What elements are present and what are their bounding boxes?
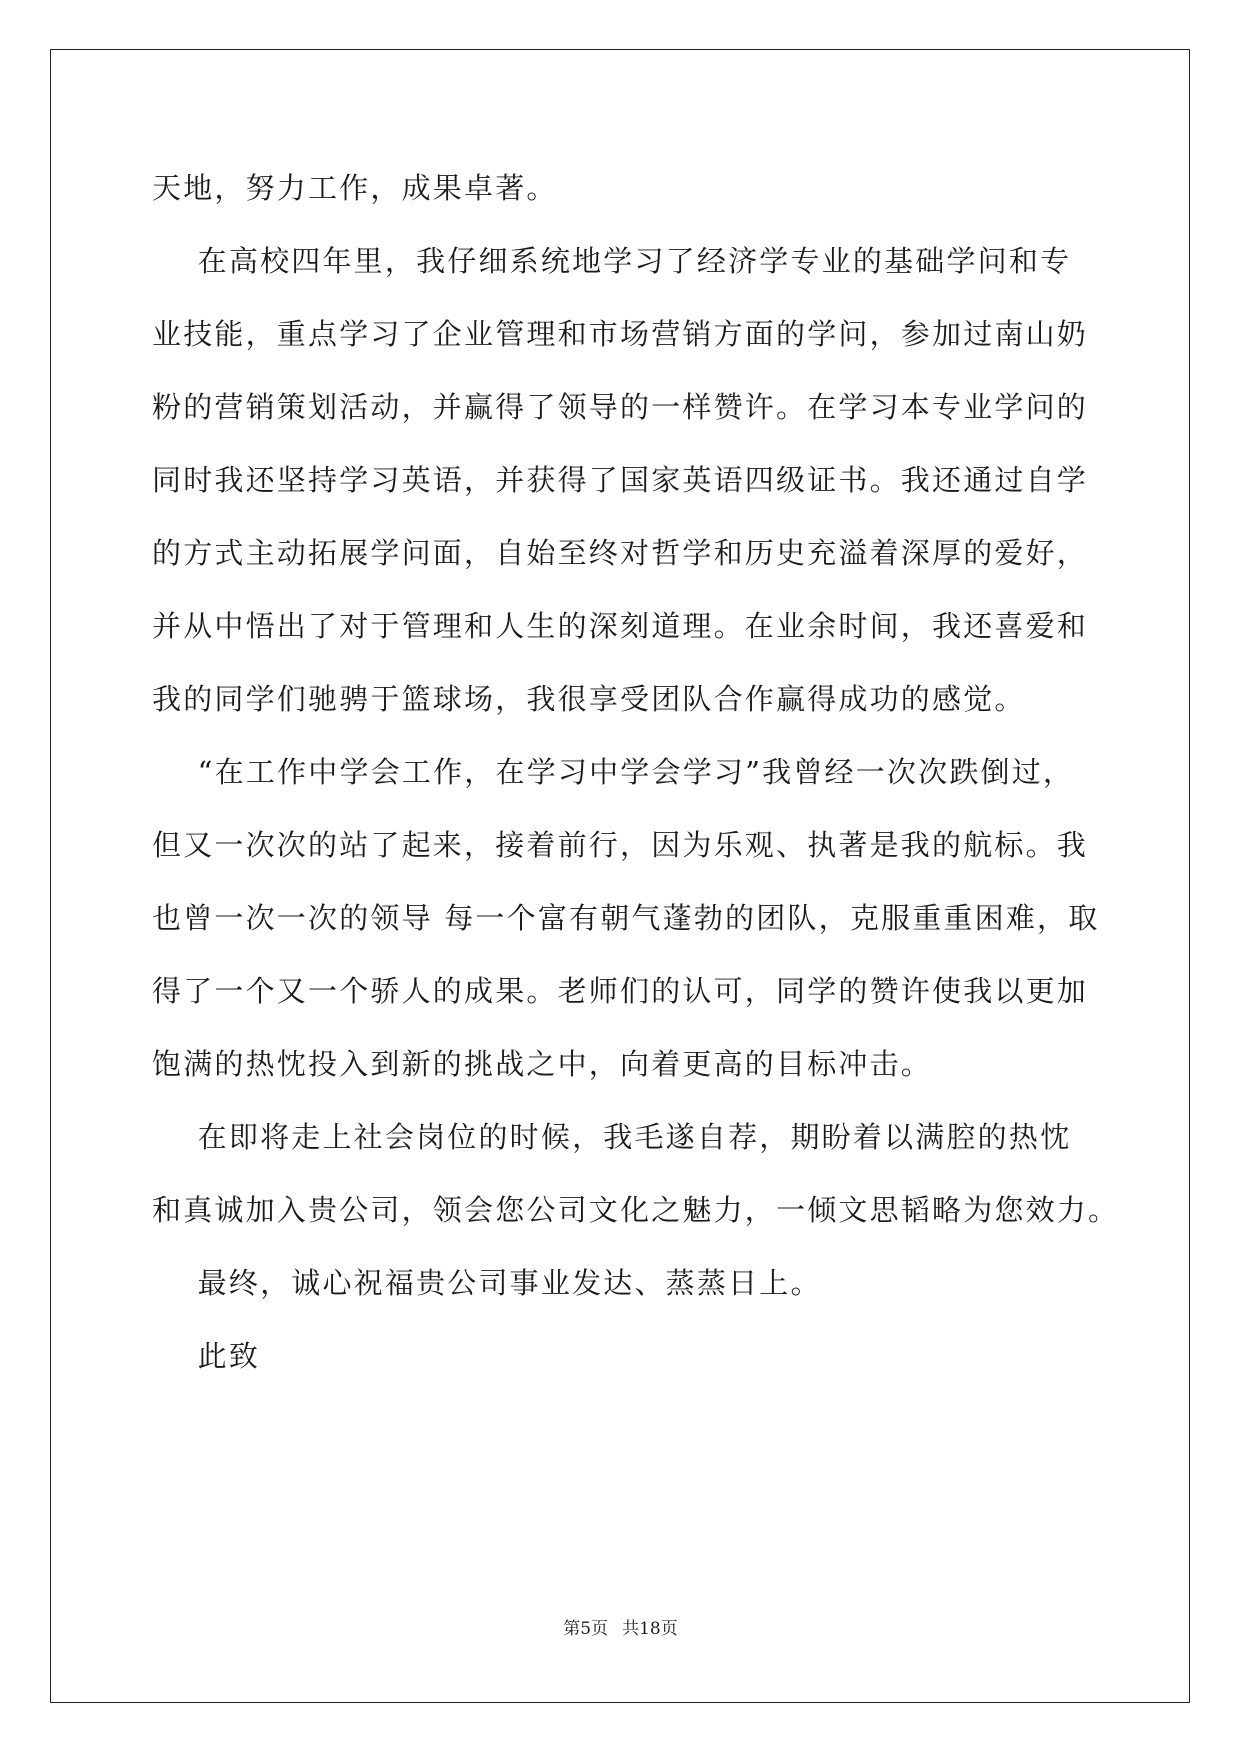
page-footer <box>0 1614 1241 1639</box>
text-line: 天地，努力工作，成果卓著。 <box>152 171 558 205</box>
text-line: 此致 <box>152 1339 261 1373</box>
text-line: 并从中悟出了对于管理和人生的深刻道理。在业余时间，我还喜爱和 <box>152 609 1089 643</box>
text-line: 同时我还坚持学习英语，并获得了国家英语四级证书。我还通过自学 <box>152 463 1089 497</box>
text-line: “在工作中学会工作，在学习中学会学习”我曾经一次次跌倒过， <box>152 755 1075 789</box>
text-line: 最终，诚心祝福贵公司事业发达、蒸蒸日上。 <box>152 1266 822 1300</box>
text-line: 粉的营销策划活动，并赢得了领导的一样赞许。在学习本专业学问的 <box>152 390 1089 424</box>
text-line: 得了一个又一个骄人的成果。老师们的认可，同学的赞许使我以更加 <box>152 974 1089 1008</box>
text-line: 我的同学们驰骋于篮球场，我很享受团队合作赢得成功的感觉。 <box>152 682 1026 716</box>
text-line: 在即将走上社会岗位的时候，我毛遂自荐，期盼着以满腔的热忱 <box>152 1120 1072 1154</box>
page-number: 第5页 <box>563 1619 609 1639</box>
text-line: 饱满的热忱投入到新的挑战之中，向着更高的目标冲击。 <box>152 1047 933 1081</box>
text-line: 在高校四年里，我仔细系统地学习了经济学专业的基础学问和专 <box>152 244 1072 278</box>
page-total: 共18页 <box>622 1619 678 1639</box>
text-line: 业技能，重点学习了企业管理和市场营销方面的学问，参加过南山奶 <box>152 317 1089 351</box>
page-border <box>50 49 1190 1703</box>
text-line: 但又一次次的站了起来，接着前行，因为乐观、执著是我的航标。我 <box>152 828 1089 862</box>
text-line: 也曾一次一次的领导 每一个富有朝气蓬勃的团队，克服重重困难，取 <box>152 901 1100 935</box>
text-line: 和真诚加入贵公司，领会您公司文化之魅力，一倾文思韬略为您效力。 <box>152 1193 1120 1227</box>
text-line: 的方式主动拓展学问面，自始至终对哲学和历史充溢着深厚的爱好， <box>152 536 1089 570</box>
